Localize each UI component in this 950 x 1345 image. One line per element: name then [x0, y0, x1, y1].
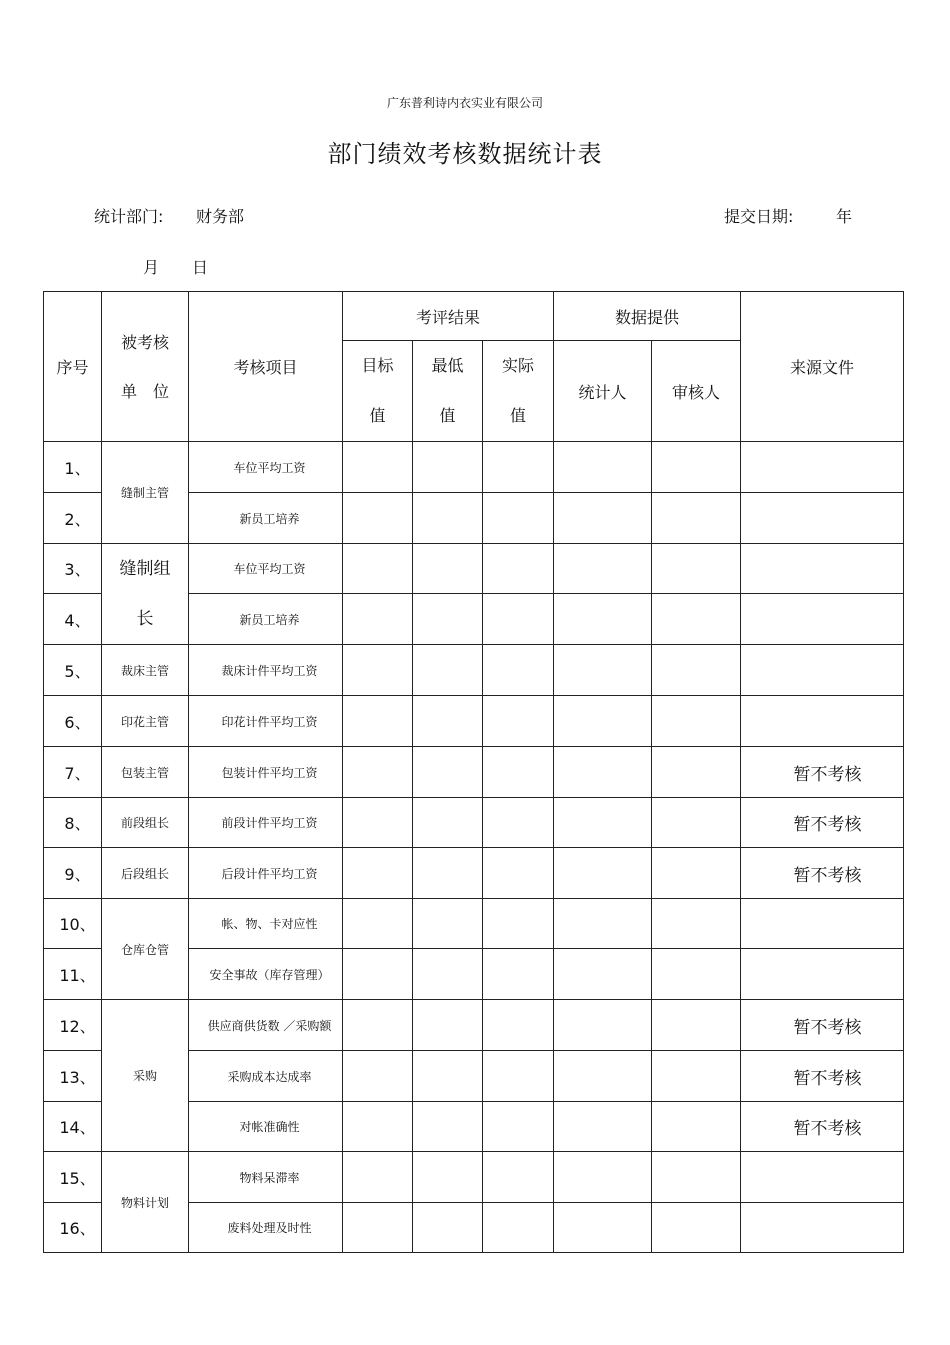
- stat-cell[interactable]: [554, 1102, 652, 1152]
- min-cell[interactable]: [413, 1000, 483, 1051]
- actual-cell[interactable]: [483, 747, 554, 798]
- unit-line2: 长: [136, 609, 154, 629]
- min-cell[interactable]: [413, 544, 483, 594]
- target-cell[interactable]: [343, 1102, 413, 1152]
- row-source[interactable]: [741, 493, 904, 544]
- header-target-line1: 目标: [361, 356, 394, 375]
- reviewer-cell[interactable]: [652, 949, 741, 1000]
- target-cell[interactable]: [343, 747, 413, 798]
- reviewer-cell[interactable]: [652, 1051, 741, 1102]
- row-no: 15、: [44, 1152, 102, 1203]
- reviewer-cell[interactable]: [652, 544, 741, 594]
- row-source[interactable]: [741, 1203, 904, 1253]
- header-actual-line2: 值: [509, 406, 526, 425]
- stat-cell[interactable]: [554, 1152, 652, 1203]
- min-cell[interactable]: [413, 747, 483, 798]
- unit-cell: 前段组长: [102, 798, 189, 848]
- stat-cell[interactable]: [554, 848, 652, 899]
- row-item: 安全事故（库存管理）: [189, 949, 343, 1000]
- row-item: 后段计件平均工资: [189, 848, 343, 899]
- unit-cell: [102, 544, 189, 645]
- reviewer-cell[interactable]: [652, 899, 741, 949]
- row-item: 裁床计件平均工资: [189, 645, 343, 696]
- target-cell[interactable]: [343, 594, 413, 645]
- unit-cell: 裁床主管: [102, 645, 189, 696]
- row-no: 10、: [44, 899, 102, 949]
- dept-label: 统计部门:: [94, 207, 164, 226]
- day-label: 日: [192, 258, 209, 277]
- target-cell[interactable]: [343, 696, 413, 747]
- row-no: 1、: [44, 442, 102, 493]
- row-no: 11、: [44, 949, 102, 1000]
- row-no: 5、: [44, 645, 102, 696]
- row-source[interactable]: 暂不考核: [741, 798, 904, 848]
- header-min: [413, 341, 483, 442]
- row-source[interactable]: [741, 544, 904, 594]
- row-item: 包装计件平均工资: [189, 747, 343, 798]
- min-cell[interactable]: [413, 442, 483, 493]
- header-unit-line1: 被考核: [120, 332, 169, 352]
- stat-cell[interactable]: [554, 544, 652, 594]
- row-source[interactable]: 暂不考核: [741, 1000, 904, 1051]
- min-cell[interactable]: [413, 1152, 483, 1203]
- actual-cell[interactable]: [483, 1051, 554, 1102]
- stat-cell[interactable]: [554, 594, 652, 645]
- row-item: 新员工培养: [189, 493, 343, 544]
- actual-cell[interactable]: [483, 442, 554, 493]
- reviewer-cell[interactable]: [652, 1203, 741, 1253]
- target-cell[interactable]: [343, 899, 413, 949]
- header-source: 来源文件: [741, 292, 904, 442]
- target-cell[interactable]: [343, 544, 413, 594]
- month-label: 月: [143, 258, 160, 277]
- table-row: [44, 848, 904, 899]
- row-item: 新员工培养: [189, 594, 343, 645]
- row-no: 12、: [44, 1000, 102, 1051]
- row-source[interactable]: [741, 949, 904, 1000]
- min-cell[interactable]: [413, 594, 483, 645]
- header-no: 序号: [44, 292, 102, 442]
- row-source[interactable]: 暂不考核: [741, 1051, 904, 1102]
- actual-cell[interactable]: [483, 798, 554, 848]
- row-no: 14、: [44, 1102, 102, 1152]
- row-item: 车位平均工资: [189, 544, 343, 594]
- row-source[interactable]: 暂不考核: [741, 848, 904, 899]
- target-cell[interactable]: [343, 1051, 413, 1102]
- unit-cell: 后段组长: [102, 848, 189, 899]
- row-no: 3、: [44, 544, 102, 594]
- submit-date-label: 提交日期:: [724, 207, 794, 226]
- min-cell[interactable]: [413, 493, 483, 544]
- stat-cell[interactable]: [554, 747, 652, 798]
- table-row: [44, 899, 904, 949]
- row-no: 16、: [44, 1203, 102, 1253]
- row-item: 车位平均工资: [189, 442, 343, 493]
- row-no: 6、: [44, 696, 102, 747]
- row-no: 13、: [44, 1051, 102, 1102]
- header-stat: 统计人: [554, 341, 652, 442]
- header-min-line1: 最低: [431, 356, 464, 375]
- target-cell[interactable]: [343, 442, 413, 493]
- header-min-line2: 值: [439, 406, 456, 425]
- table-row: [44, 1000, 904, 1051]
- reviewer-cell[interactable]: [652, 1152, 741, 1203]
- actual-cell[interactable]: [483, 1203, 554, 1253]
- header-row-1: [44, 292, 904, 341]
- table-row: [44, 1152, 904, 1203]
- stat-cell[interactable]: [554, 949, 652, 1000]
- reviewer-cell[interactable]: [652, 1000, 741, 1051]
- header-result-group: 考评结果: [343, 292, 554, 341]
- target-cell[interactable]: [343, 798, 413, 848]
- reviewer-cell[interactable]: [652, 645, 741, 696]
- header-reviewer: 审核人: [652, 341, 741, 442]
- min-cell[interactable]: [413, 1051, 483, 1102]
- header-unit: [102, 292, 189, 442]
- min-cell[interactable]: [413, 645, 483, 696]
- actual-cell[interactable]: [483, 645, 554, 696]
- reviewer-cell[interactable]: [652, 442, 741, 493]
- row-source[interactable]: [741, 696, 904, 747]
- header-unit-line2: 单 位: [120, 381, 169, 401]
- actual-cell[interactable]: [483, 594, 554, 645]
- reviewer-cell[interactable]: [652, 493, 741, 544]
- min-cell[interactable]: [413, 798, 483, 848]
- row-no: 2、: [44, 493, 102, 544]
- row-source[interactable]: [741, 645, 904, 696]
- unit-cell: 采购: [102, 1000, 189, 1152]
- table-row: [44, 442, 904, 493]
- header-item: 考核项目: [189, 292, 343, 442]
- reviewer-cell[interactable]: [652, 848, 741, 899]
- table-row: [44, 696, 904, 747]
- min-cell[interactable]: [413, 696, 483, 747]
- row-item: 前段计件平均工资: [189, 798, 343, 848]
- actual-cell[interactable]: [483, 696, 554, 747]
- row-item: 印花计件平均工资: [189, 696, 343, 747]
- actual-cell[interactable]: [483, 1152, 554, 1203]
- row-source[interactable]: [741, 442, 904, 493]
- target-cell[interactable]: [343, 949, 413, 1000]
- table-row: [44, 798, 904, 848]
- target-cell[interactable]: [343, 645, 413, 696]
- actual-cell[interactable]: [483, 493, 554, 544]
- row-source[interactable]: [741, 1152, 904, 1203]
- stat-cell[interactable]: [554, 1051, 652, 1102]
- row-source[interactable]: 暂不考核: [741, 1102, 904, 1152]
- table-row: [44, 544, 904, 594]
- reviewer-cell[interactable]: [652, 1102, 741, 1152]
- kpi-table: [43, 291, 904, 1253]
- unit-cell: 仓库仓管: [102, 899, 189, 1000]
- row-no: 8、: [44, 798, 102, 848]
- min-cell[interactable]: [413, 1203, 483, 1253]
- stat-cell[interactable]: [554, 645, 652, 696]
- actual-cell[interactable]: [483, 848, 554, 899]
- target-cell[interactable]: [343, 848, 413, 899]
- stat-cell[interactable]: [554, 696, 652, 747]
- unit-cell: 物料计划: [102, 1152, 189, 1253]
- actual-cell[interactable]: [483, 1102, 554, 1152]
- unit-cell: 缝制主管: [102, 442, 189, 544]
- row-source[interactable]: 暂不考核: [741, 747, 904, 798]
- header-target: [343, 341, 413, 442]
- row-source[interactable]: [741, 899, 904, 949]
- table-row: [44, 645, 904, 696]
- min-cell[interactable]: [413, 848, 483, 899]
- row-no: 7、: [44, 747, 102, 798]
- year-label: 年: [836, 207, 853, 226]
- stat-cell[interactable]: [554, 1000, 652, 1051]
- stat-cell[interactable]: [554, 493, 652, 544]
- stat-cell[interactable]: [554, 442, 652, 493]
- reviewer-cell[interactable]: [652, 798, 741, 848]
- row-source[interactable]: [741, 594, 904, 645]
- table-row: [44, 747, 904, 798]
- unit-cell: 包装主管: [102, 747, 189, 798]
- header-target-line2: 值: [369, 406, 386, 425]
- unit-cell: 印花主管: [102, 696, 189, 747]
- actual-cell[interactable]: [483, 544, 554, 594]
- actual-cell[interactable]: [483, 899, 554, 949]
- header-actual: [483, 341, 554, 442]
- header-actual-line1: 实际: [501, 356, 534, 375]
- reviewer-cell[interactable]: [652, 696, 741, 747]
- actual-cell[interactable]: [483, 1000, 554, 1051]
- min-cell[interactable]: [413, 949, 483, 1000]
- min-cell[interactable]: [413, 899, 483, 949]
- row-no: 9、: [44, 848, 102, 899]
- page-title: 部门绩效考核数据统计表: [327, 140, 603, 168]
- row-item: 采购成本达成率: [189, 1051, 343, 1102]
- stat-cell[interactable]: [554, 899, 652, 949]
- target-cell[interactable]: [343, 1203, 413, 1253]
- reviewer-cell[interactable]: [652, 594, 741, 645]
- row-item: 废料处理及时性: [189, 1203, 343, 1253]
- stat-cell[interactable]: [554, 1203, 652, 1253]
- target-cell[interactable]: [343, 1000, 413, 1051]
- actual-cell[interactable]: [483, 949, 554, 1000]
- row-item: 帐、物、卡对应性: [189, 899, 343, 949]
- reviewer-cell[interactable]: [652, 747, 741, 798]
- row-no: 4、: [44, 594, 102, 645]
- stat-cell[interactable]: [554, 798, 652, 848]
- target-cell[interactable]: [343, 493, 413, 544]
- row-item: 供应商供货数 ／采购额: [189, 1000, 343, 1051]
- target-cell[interactable]: [343, 1152, 413, 1203]
- row-item: 对帐准确性: [189, 1102, 343, 1152]
- unit-line1: 缝制组: [119, 559, 171, 579]
- min-cell[interactable]: [413, 1102, 483, 1152]
- row-item: 物料呆滞率: [189, 1152, 343, 1203]
- company-name: 广东普利诗内衣实业有限公司: [386, 96, 543, 110]
- dept-value: 财务部: [196, 207, 245, 226]
- header-data-group: 数据提供: [554, 292, 741, 341]
